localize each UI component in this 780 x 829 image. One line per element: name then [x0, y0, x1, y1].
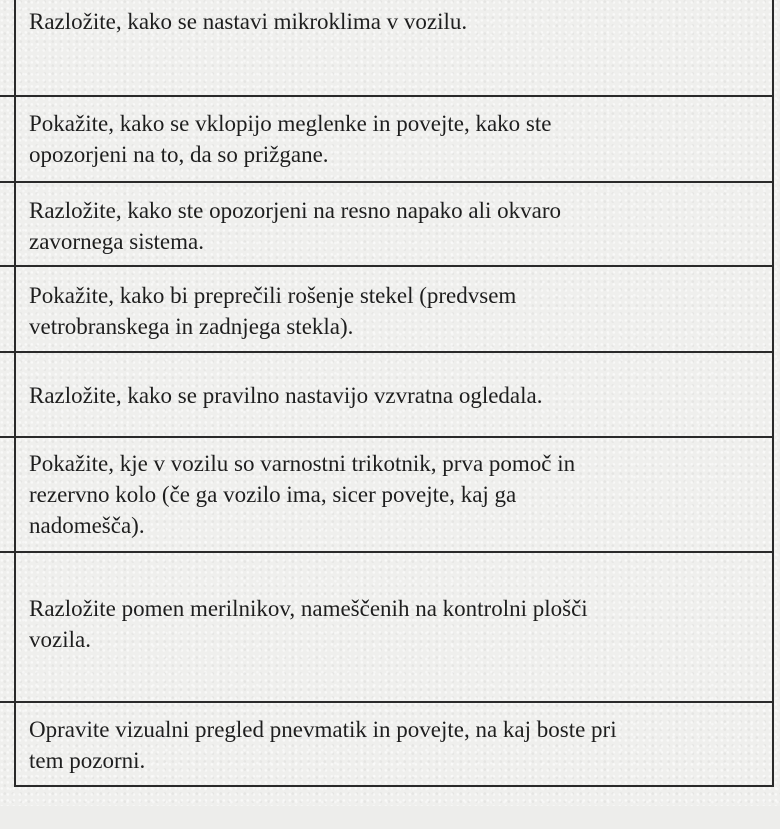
- table-left-stub: [0, 701, 14, 703]
- task-text: Pokažite, kako bi preprečili rošenje stekel (predvsem vetrobranskega in zadnjega stekla).: [29, 283, 517, 339]
- table-row: [14, 703, 774, 787]
- task-text: Razložite, kako ste opozorjeni na resno napako ali okvaro zavornega sistema.: [29, 198, 562, 254]
- table-row: [14, 353, 774, 438]
- task-text: Razložite, kako se pravilno nastavijo vzvratna ogledala.: [29, 383, 543, 408]
- table-row: [14, 438, 774, 553]
- table-left-stub: [0, 351, 14, 353]
- table-left-stub: [0, 95, 14, 97]
- task-text: Opravite vizualni pregled pnevmatik in povejte, na kaj boste pri tem pozorni.: [29, 717, 617, 773]
- task-text: Razložite pomen merilnikov, nameščenih na kontrolni plošči vozila.: [29, 596, 588, 652]
- table-row: [14, 97, 774, 183]
- task-text: Razložite, kako se nastavi mikroklima v vozilu.: [29, 9, 468, 34]
- task-text: Pokažite, kje v vozilu so varnostni trikotnik, prva pomoč in rezervno kolo (če ga vozilo ima, sicer povejte, kaj ga nadomešča).: [29, 451, 576, 538]
- table-row: [14, 267, 774, 353]
- table-left-stub: [0, 551, 14, 553]
- table-row: [14, 0, 774, 97]
- table-row: [14, 183, 774, 267]
- table-left-stub: [0, 265, 14, 267]
- table-left-stub: [0, 181, 14, 183]
- table-left-stub: [0, 436, 14, 438]
- task-text: Pokažite, kako se vklopijo meglenke in povejte, kako ste opozorjeni na to, da so prižgane.: [29, 111, 552, 167]
- table-row: [14, 553, 774, 703]
- page-bottom-margin: [0, 806, 780, 829]
